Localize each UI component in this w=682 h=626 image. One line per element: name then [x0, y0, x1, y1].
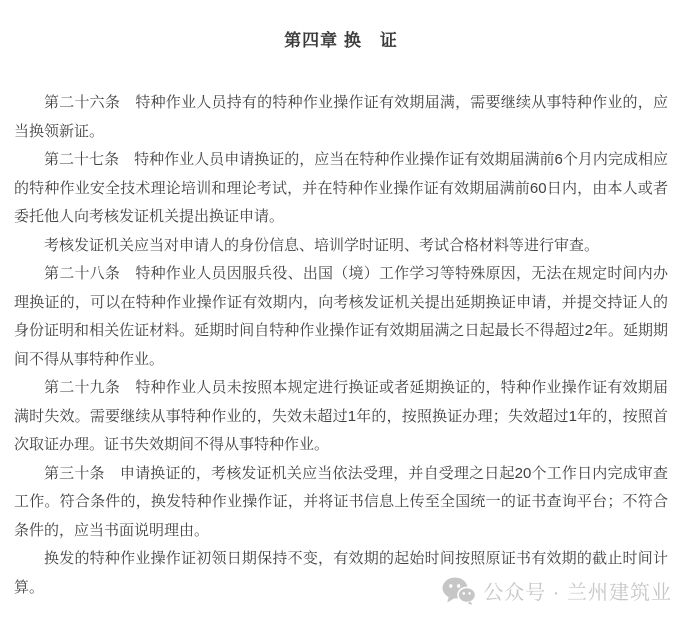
document-body	[0, 89, 682, 602]
paragraph-article-28: 第二十八条 特种作业人员因服兵役、出国（境）工作学习等特殊原因，无法在规定时间内办理换证的，可以在特种作业操作证有效期内，向考核发证机关提出延期换证申请，并提交持证人的身份证明和相关佐证材料。延期时间自特种作业操作证有效期届满之日起最长不得超过2年。延期期间不得从事特种作业。	[14, 265, 668, 368]
paragraph-article-30: 第三十条 申请换证的，考核发证机关应当依法受理，并自受理之日起20个工作日内完成审查工作。符合条件的，换发特种作业操作证，并将证书信息上传至全国统一的证书查询平台；不符合条件的，应当书面说明理由。	[14, 464, 668, 539]
chapter-title: 第四章 换 证	[284, 31, 398, 50]
watermark-text: 公众号 · 兰州建筑业	[483, 582, 672, 604]
paragraph-article-27-review: 考核发证机关应当对申请人的身份信息、培训学时证明、考试合格材料等进行审查。	[44, 236, 600, 254]
paragraph-article-29: 第二十九条 特种作业人员未按照本规定进行换证或者延期换证的，特种作业操作证有效期届满时失效。需要继续从事特种作业的，失效未超过1年的，按照换证办理；失效超过1年的，按照首次取证办理。证书失效期间不得从事特种作业。	[14, 379, 668, 453]
paragraph-article-30-validity: 换发的特种作业操作证初领日期保持不变，有效期的起始时间按照原证书有效期的截止时间计算。	[14, 550, 668, 596]
paragraph-article-26: 第二十六条 特种作业人员持有的特种作业操作证有效期届满，需要继续从事特种作业的，应当换领新证。	[14, 94, 668, 140]
paragraph-article-27: 第二十七条 特种作业人员申请换证的，应当在特种作业操作证有效期届满前6个月内完成相应的特种作业安全技术理论培训和理论考试，并在特种作业操作证有效期届满前60日内，由本人或者委托他人向考核发证机关提出换证申请。	[14, 151, 668, 225]
